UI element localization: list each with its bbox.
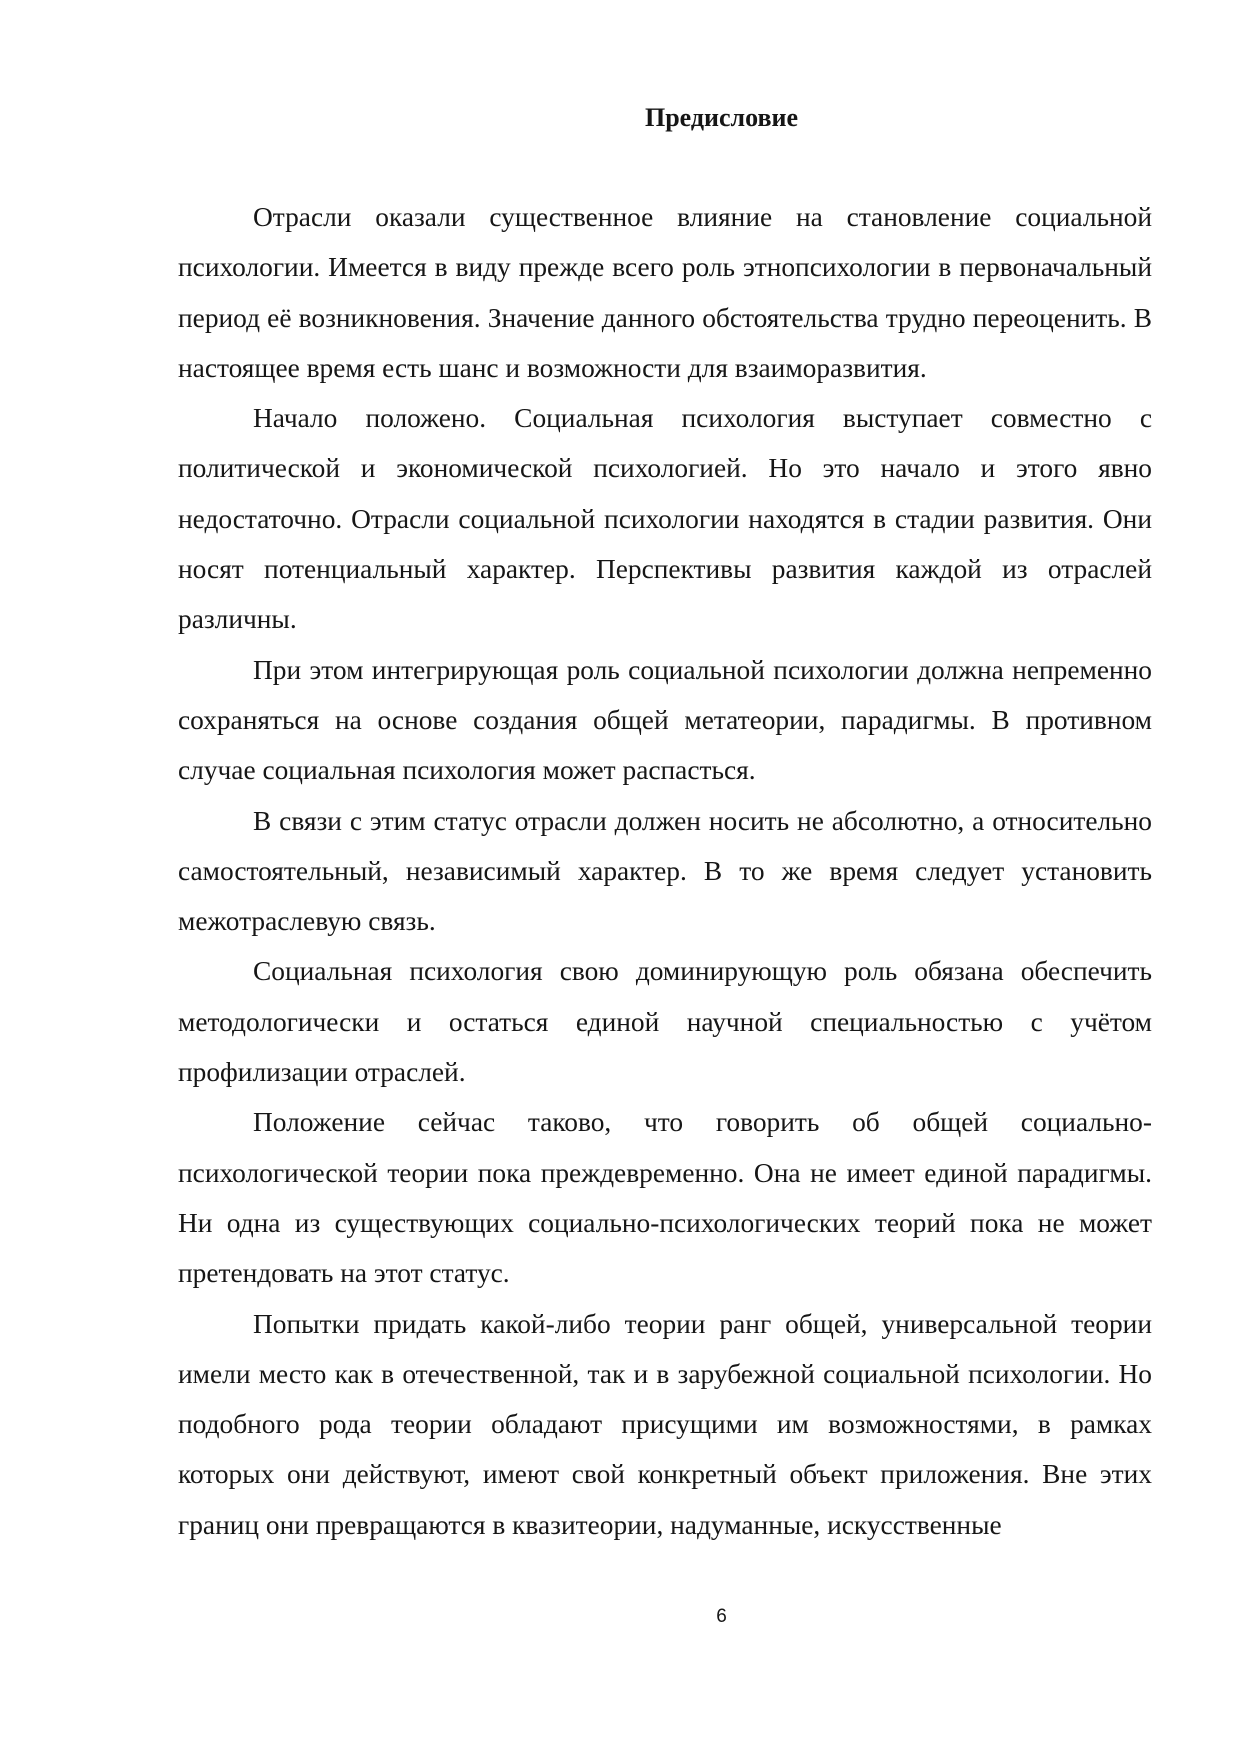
body-text xyxy=(178,192,1152,1550)
paragraph: В связи с этим статус отрасли должен носить не абсолютно, а относительно самостоятельный, независимый характер. В то же время следует установить межотраслевую связь. xyxy=(178,805,1152,937)
paragraph: Начало положено. Социальная психология выступает совместно с политической и экономической психологией. Но это начало и этого явно недостаточно. Отрасли социальной психологии находятся в стадии развития. Они носят потенциальный характер. Перспективы развития каждой из отраслей различны. xyxy=(178,403,1152,635)
page-title: Предисловие xyxy=(644,103,799,132)
paragraph: Отрасли оказали существенное влияние на становление социальной психологии. Имеется в виду прежде всего роль этнопсихологии в первоначальный период её возникновения. Значение данного обстоятельства трудно переоценить. В настоящее время есть шанс и возможности для взаиморазвития. xyxy=(178,202,1152,383)
paragraph: Попытки придать какой-либо теории ранг общей, универсальной теории имели место как в отечественной, так и в зарубежной социальной психологии. Но подобного рода теории обладают присущими им возможностями, в рамках которых они действуют, имеют свой конкретный объект приложения. Вне этих границ они превращаются в квазитеории, надуманные, искусственные xyxy=(178,1308,1152,1540)
page-number: 6 xyxy=(716,1606,727,1627)
paragraph: При этом интегрирующая роль социальной психологии должна непременно сохраняться на основе создания общей метатеории, парадигмы. В противном случае социальная психология может распасться. xyxy=(178,654,1152,786)
paragraph: Положение сейчас таково, что говорить об общей социально-психологической теории пока преждевременно. Она не имеет единой парадигмы. Ни одна из существующих социально-психологических теорий пока не может претендовать на этот статус. xyxy=(178,1107,1152,1289)
paragraph: Социальная психология свою доминирующую роль обязана обеспечить методологически и остаться единой научной специальностью с учётом профилизации отраслей. xyxy=(178,956,1152,1088)
